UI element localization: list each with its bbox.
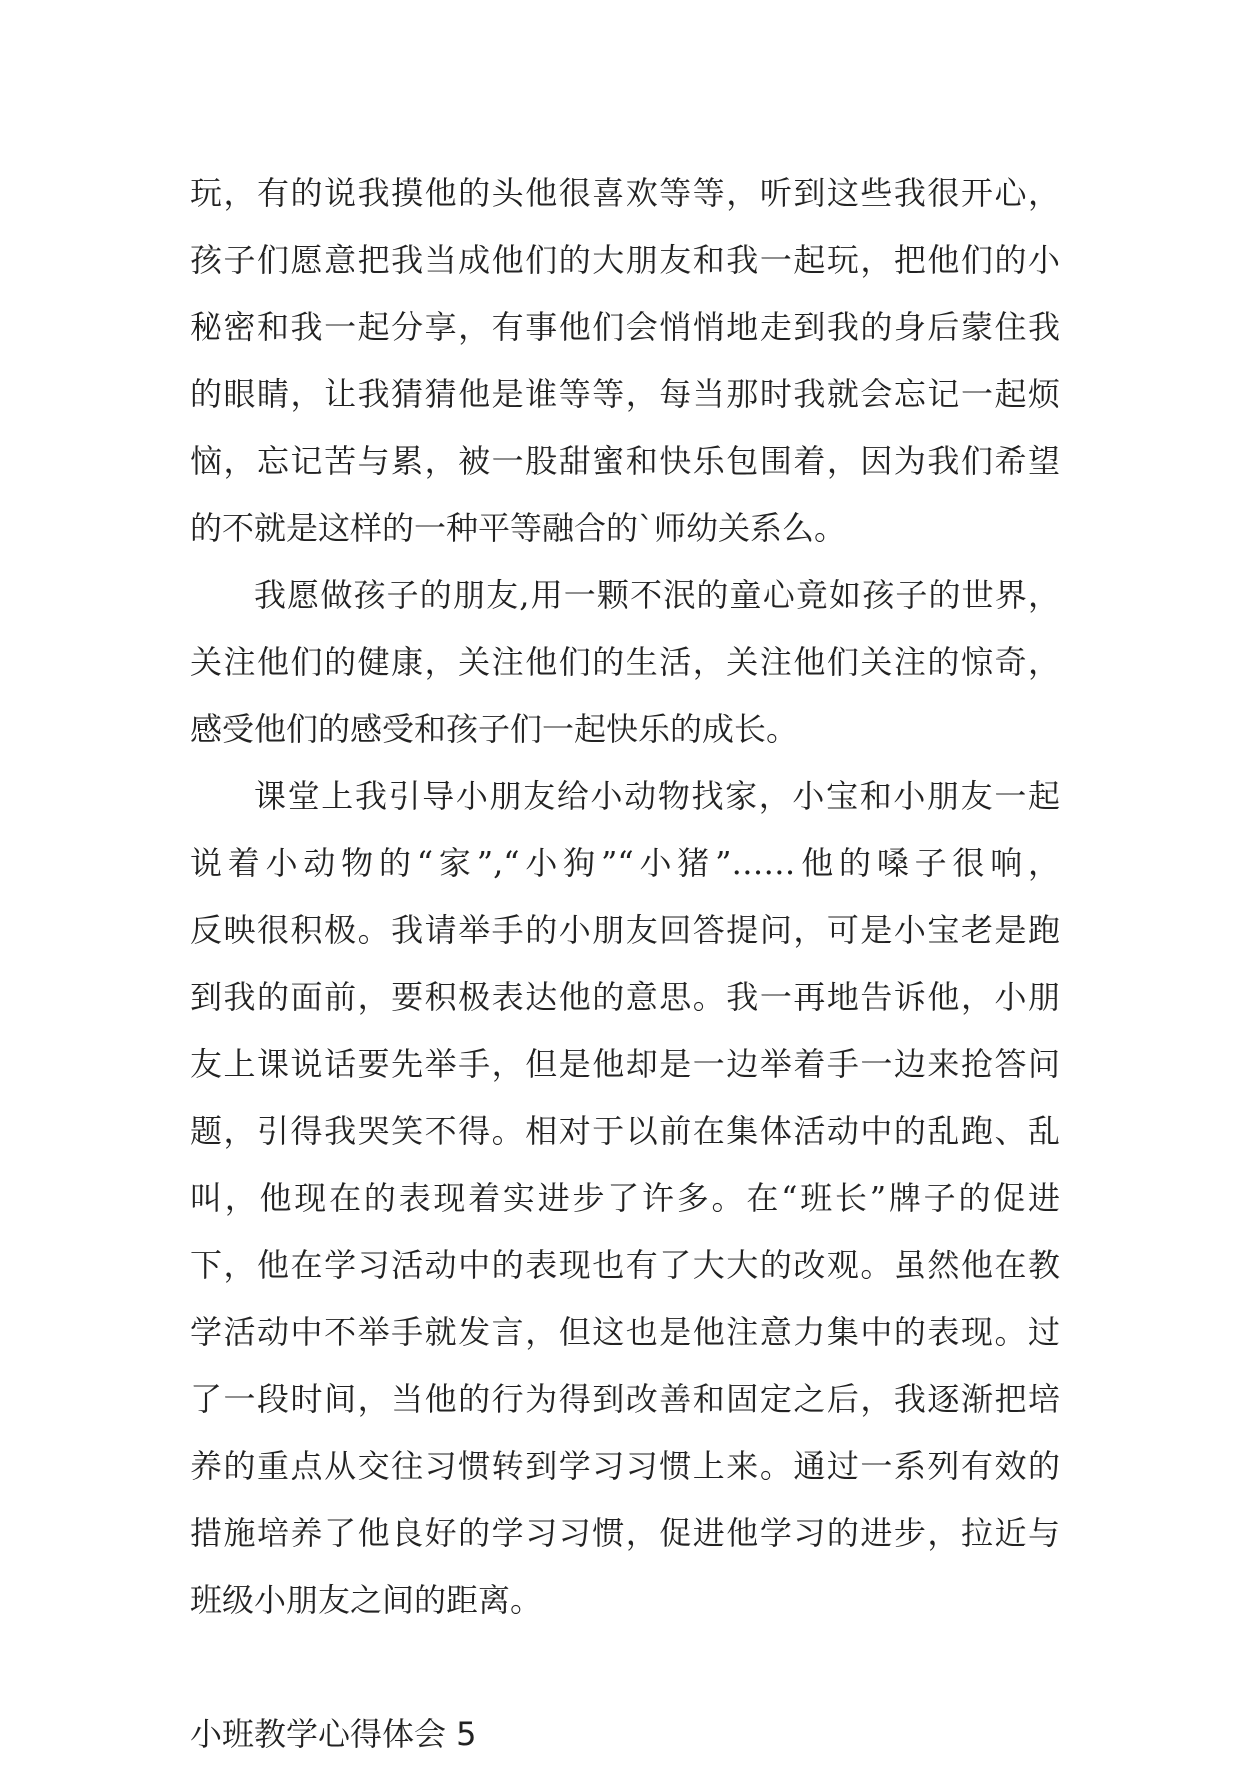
paragraph [190,562,1060,763]
text-line: 友上课说话要先举手，但是他却是一边举着手一边来抢答问 [190,1045,1060,1083]
text-line: 关注他们的健康，关注他们的生活，关注他们关注的惊奇， [190,643,1060,681]
text-line: 的不就是这样的一种平等融合的`师幼关系么。 [190,509,847,547]
text-line: 秘密和我一起分享，有事他们会悄悄地走到我的身后蒙住我 [190,308,1060,346]
text-line: 反映很积极。我请举手的小朋友回答提问，可是小宝老是跑 [190,911,1060,949]
text-line: 玩，有的说我摸他的头他很喜欢等等，听到这些我很开心， [190,174,1060,212]
text-line: 下，他在学习活动中的表现也有了大大的改观。虽然他在教 [190,1246,1060,1284]
text-line: 了一段时间，当他的行为得到改善和固定之后，我逐渐把培 [190,1380,1060,1418]
text-line: 学活动中不举手就发言，但这也是他注意力集中的表现。过 [190,1313,1060,1351]
text-line: 课堂上我引导小朋友给小动物找家，小宝和小朋友一起 [254,777,1060,815]
section-heading: 小班教学心得体会 5 [190,1715,477,1753]
text-line: 叫，他现在的表现着实进步了许多。在“班长”牌子的促进 [190,1179,1060,1217]
text-line: 班级小朋友之间的距离。 [190,1581,543,1619]
text-line: 养的重点从交往习惯转到学习习惯上来。通过一系列有效的 [190,1447,1060,1485]
text-line: 说着小动物的“家”,“小狗”“小猪”……他的嗓子很响， [190,844,1060,882]
text-line: 题，引得我哭笑不得。相对于以前在集体活动中的乱跑、乱 [190,1112,1060,1150]
text-line: 我愿做孩子的朋友,用一颗不泯的童心竟如孩子的世界， [254,576,1060,614]
paragraph [190,763,1060,1634]
text-line: 到我的面前，要积极表达他的意思。我一再地告诉他，小朋 [190,978,1060,1016]
text-line: 孩子们愿意把我当成他们的大朋友和我一起玩，把他们的小 [190,241,1060,279]
text-line: 恼，忘记苦与累，被一股甜蜜和快乐包围着，因为我们希望 [190,442,1060,480]
paragraph [190,160,1060,562]
text-line: 感受他们的感受和孩子们一起快乐的成长。 [190,710,799,748]
spacer [190,1634,1060,1701]
document-body [190,160,1060,1768]
text-line: 措施培养了他良好的学习习惯，促进他学习的进步，拉近与 [190,1514,1060,1552]
text-line: 的眼睛，让我猜猜他是谁等等，每当那时我就会忘记一起烦 [190,375,1060,413]
